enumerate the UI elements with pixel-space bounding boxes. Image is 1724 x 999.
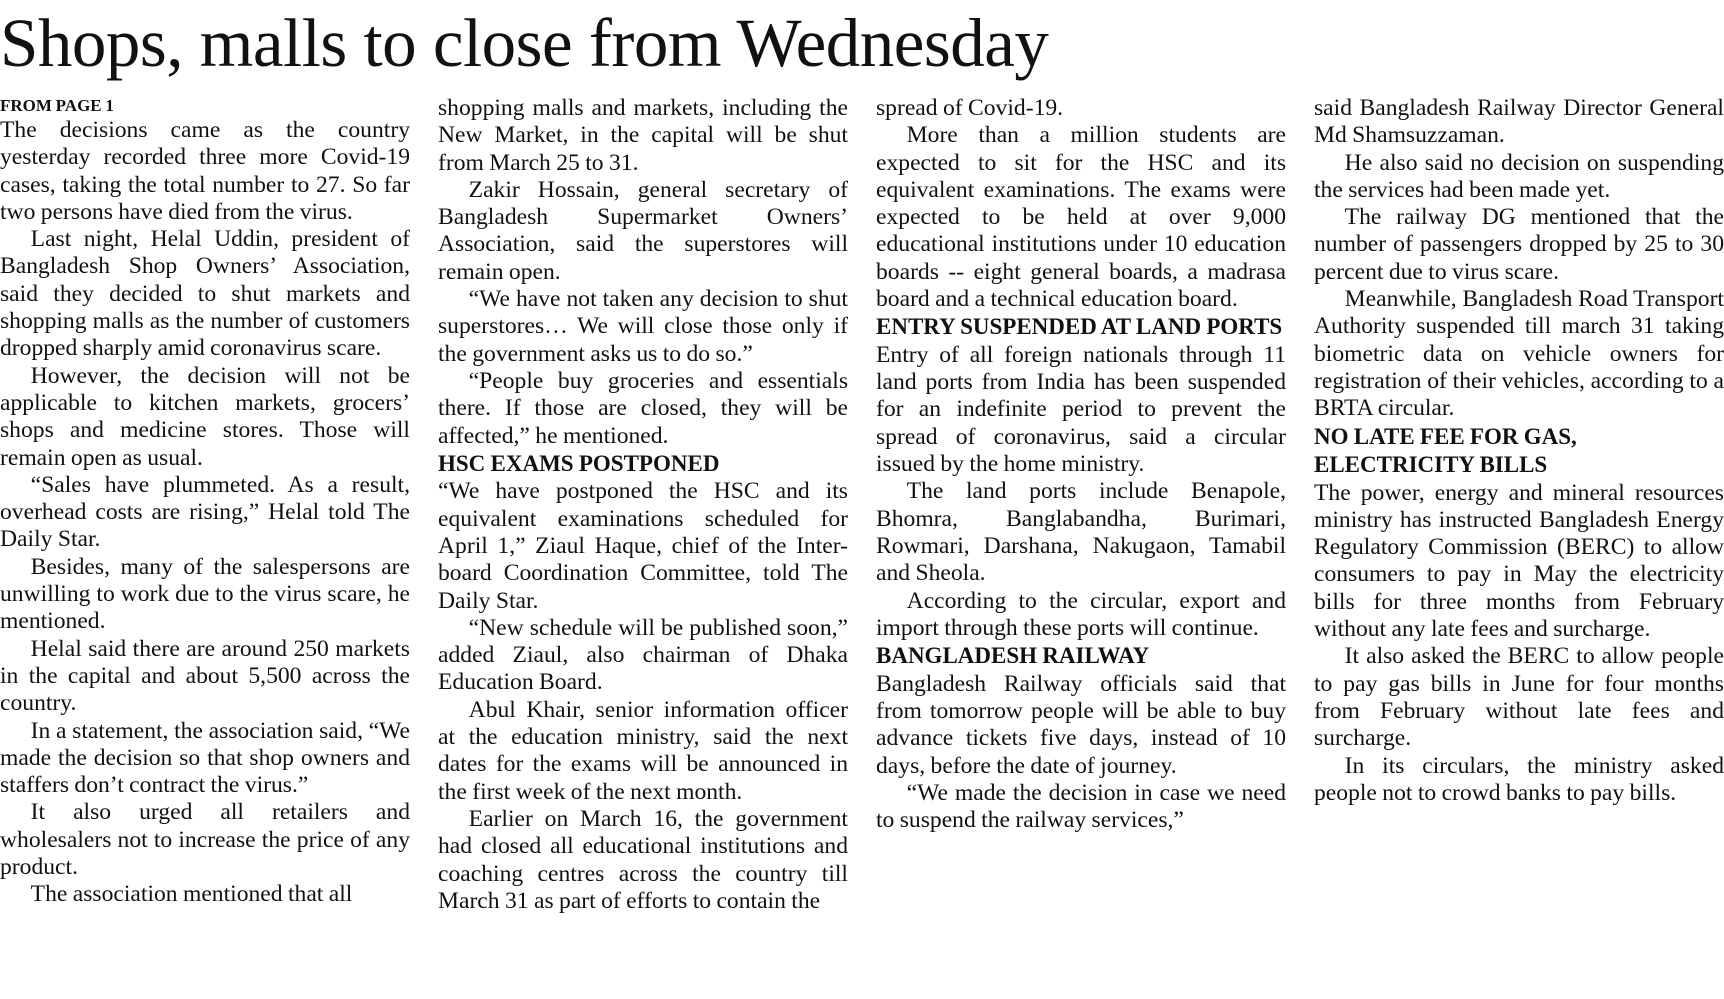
paragraph: According to the circular, export and import through these ports will continue.	[876, 587, 1286, 641]
subheading-hsc-exams: HSC EXAMS POSTPONED	[438, 450, 720, 476]
paragraph: Abul Khair, senior information officer at the education ministry, said the next dates for the exams will be announced in the first week of the next month.	[438, 696, 848, 805]
article-column-1	[0, 95, 410, 999]
paragraph: “Sales have plummeted. As a result, overhead costs are rising,” Helal told The Daily Star.	[0, 471, 410, 553]
paragraph: The land ports include Benapole, Bhomra, Banglabandha, Burimari, Rowmari, Darshana, Nakugaon, Tamabil and Sheola.	[876, 478, 1286, 587]
subheading-railway: BANGLADESH RAILWAY	[876, 643, 1150, 669]
headline: Shops, malls to close from Wednesday	[0, 5, 1049, 81]
paragraph: It also asked the BERC to allow people to pay gas bills in June for four months from February without late fees and surcharge.	[1314, 643, 1724, 752]
paragraph: “New schedule will be published soon,” added Ziaul, also chairman of Dhaka Education Board.	[438, 614, 848, 696]
paragraph: spread of Covid-19.	[876, 95, 1064, 121]
paragraph: The railway DG mentioned that the number of passengers dropped by 25 to 30 percent due to virus scare.	[1314, 204, 1724, 285]
paragraph: Meanwhile, Bangladesh Road Transport Authority suspended till march 31 taking biometric data on vehicle owners for registration of their vehicles, according to a BRTA circular.	[1314, 286, 1724, 422]
paragraph: More than a million students are expected to sit for the HSC and its equivalent examinations. The exams were expected to be held at over 9,000 educational institutions under 10 education boards -- eight general boards, a madrasa board and a technical education board.	[876, 122, 1286, 313]
paragraph: In its circulars, the ministry asked people not to crowd banks to pay bills.	[1314, 752, 1724, 806]
subheading-land-ports: ENTRY SUSPENDED AT LAND PORTS	[876, 314, 1283, 340]
paragraph: shopping malls and markets, including the New Market, in the capital will be shut from March 25 to 31.	[438, 95, 848, 176]
paragraph: Entry of all foreign nationals through 11 land ports from India has been suspended for an indefinite period to prevent the spread of coronavirus, said a circular issued by the home ministry.	[876, 341, 1286, 478]
paragraph: “People buy groceries and essentials there. If those are closed, they will be affected,” he mentioned.	[438, 367, 848, 449]
paragraph: In a statement, the association said, “We made the decision so that shop owners and staffers don’t contract the virus.”	[0, 717, 410, 799]
paragraph: The power, energy and mineral resources ministry has instructed Bangladesh Energy Regulatory Commission (BERC) to allow consumers to pay in May the electricity bills for three months from February without any late fees and surcharge.	[1314, 479, 1724, 643]
paragraph: The decisions came as the country yesterday recorded three more Covid-19 cases, taking the total number to 27. So far two persons have died from the virus.	[0, 117, 410, 225]
paragraph: Besides, many of the salespersons are unwilling to work due to the virus scare, he mentioned.	[0, 553, 410, 635]
paragraph: “We made the decision in case we need to suspend the railway services,”	[876, 779, 1286, 834]
paragraph: Zakir Hossain, general secretary of Bangladesh Supermarket Owners’ Association, said the superstores will remain open.	[438, 176, 848, 285]
continuation-kicker: FROM PAGE 1	[0, 96, 114, 115]
paragraph: The association mentioned that all	[30, 881, 353, 908]
paragraph: It also urged all retailers and wholesalers not to increase the price of any product.	[0, 799, 410, 881]
paragraph: “We have postponed the HSC and its equivalent examinations scheduled for April 1,” Ziaul Haque, chief of the Inter-board Coordination Committee, told The Daily Star.	[438, 478, 848, 614]
paragraph: Bangladesh Railway officials said that from tomorrow people will be able to buy advance tickets five days, instead of 10 days, before the date of journey.	[876, 670, 1286, 779]
paragraph: He also said no decision on suspending the services had been made yet.	[1314, 149, 1724, 203]
paragraph: However, the decision will not be applicable to kitchen markets, grocers’ shops and medicine stores. Those will remain open as usual.	[0, 362, 410, 471]
subheading-late-fee: NO LATE FEE FOR GAS, ELECTRICITY BILLS	[1314, 423, 1577, 478]
paragraph: said Bangladesh Railway Director General Md Shamsuzzaman.	[1314, 95, 1724, 149]
paragraph: Last night, Helal Uddin, president of Bangladesh Shop Owners’ Association, said they decided to shut markets and shopping malls as the number of customers dropped sharply amid coronavirus scare.	[0, 226, 410, 362]
paragraph: Earlier on March 16, the government had closed all educational institutions and coaching centres across the country till March 31 as part of efforts to contain the	[438, 805, 848, 914]
article-column-4	[1314, 95, 1724, 999]
paragraph: “We have not taken any decision to shut superstores… We will close those only if the government asks us to do so.”	[438, 286, 848, 367]
article-column-2	[438, 95, 848, 999]
article-column-3	[876, 95, 1286, 999]
paragraph: Helal said there are around 250 markets in the capital and about 5,500 across the country.	[0, 635, 410, 717]
